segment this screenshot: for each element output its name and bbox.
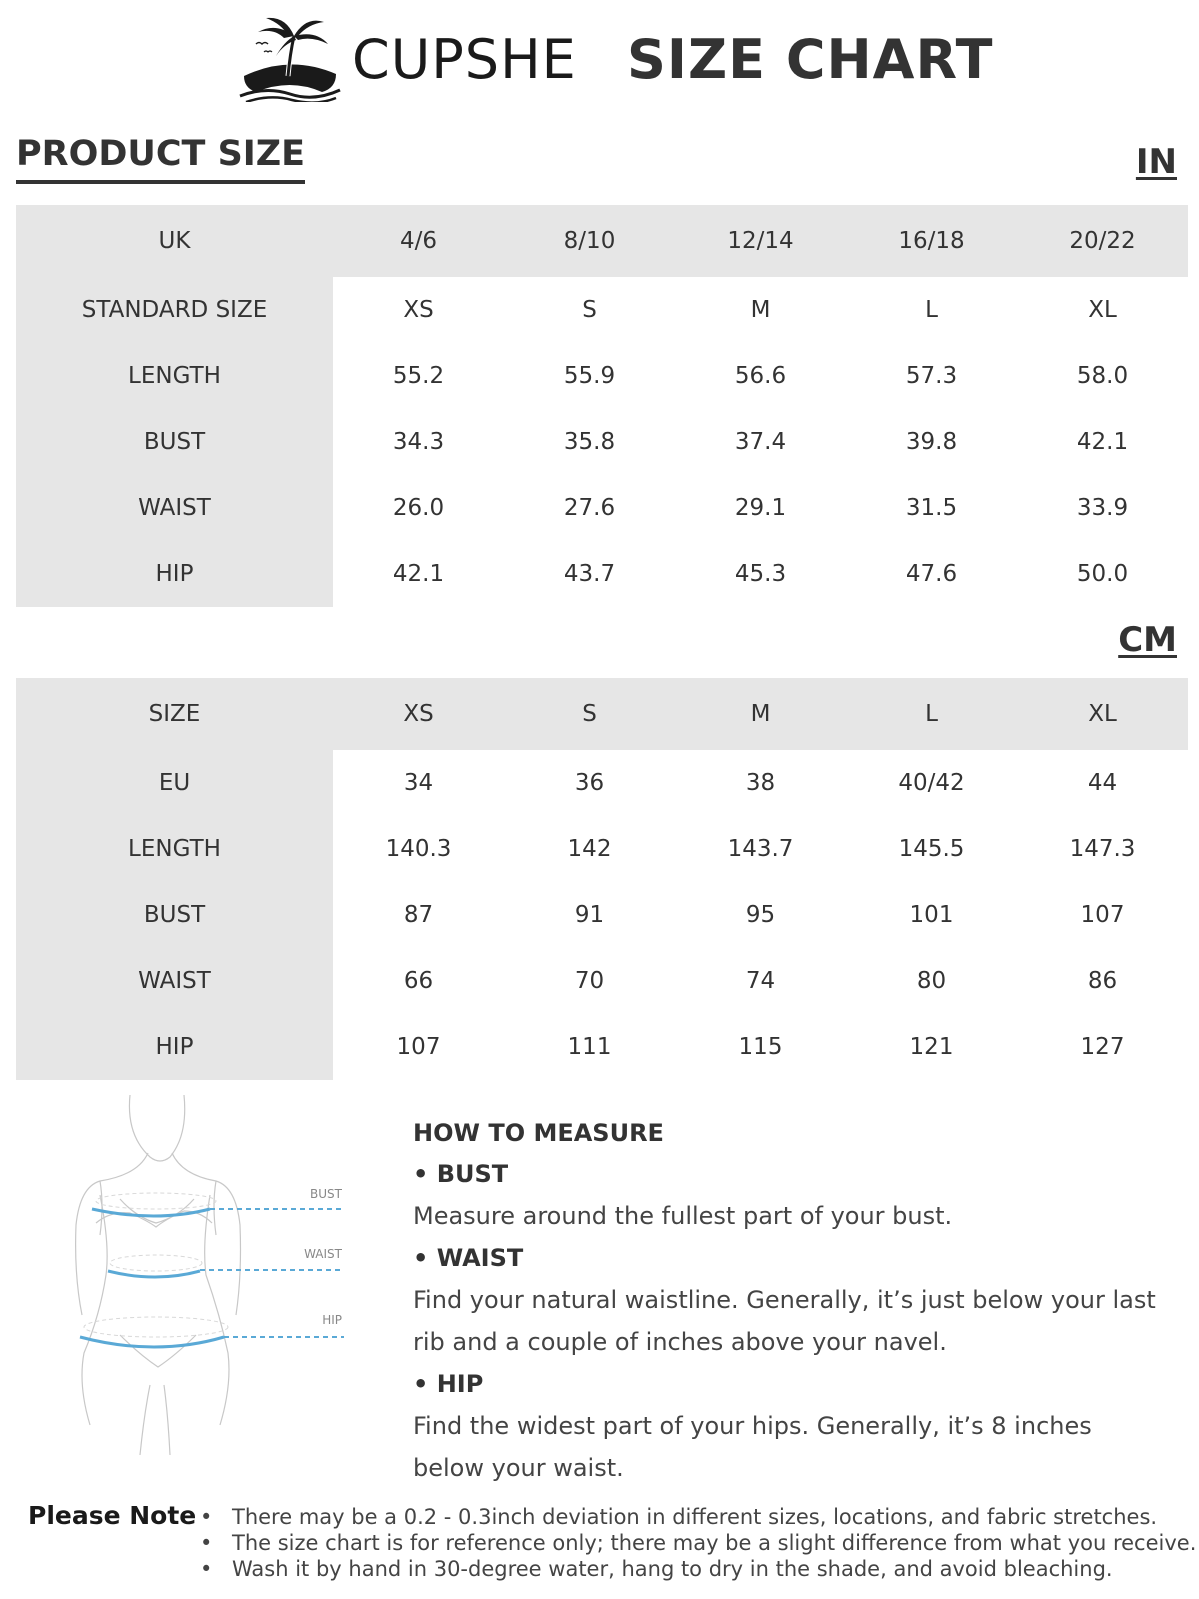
table-cell: L xyxy=(925,297,938,323)
table-cell: 37.4 xyxy=(734,429,787,455)
header-cell: M xyxy=(675,678,846,750)
page-title: SIZE CHART xyxy=(627,28,994,91)
table-row xyxy=(16,816,1188,882)
table-cell: 86 xyxy=(1087,968,1118,994)
note-list xyxy=(200,1504,1196,1582)
table-cell: M xyxy=(750,297,771,323)
table-cell: 34 xyxy=(403,770,434,796)
header-cell: 16/18 xyxy=(846,205,1017,277)
table-cell: 56.6 xyxy=(734,363,787,389)
table-cell: 47.6 xyxy=(905,561,958,587)
size-table-centimeters xyxy=(16,678,1188,1080)
list-item xyxy=(200,1504,1196,1530)
table-row xyxy=(16,277,1188,343)
row-label: HIP xyxy=(16,541,333,607)
table-cell: 101 xyxy=(909,902,954,928)
table-cell: 87 xyxy=(403,902,434,928)
table-row xyxy=(16,882,1188,948)
unit-centimeters-label: CM xyxy=(1118,620,1177,660)
how-to-measure-title: HOW TO MEASURE xyxy=(413,1119,664,1147)
table-cell: 42.1 xyxy=(1076,429,1129,455)
hip-label: HIP xyxy=(322,1313,342,1327)
header-cell: XS xyxy=(333,678,504,750)
measure-item-bust xyxy=(413,1153,1173,1195)
header xyxy=(0,0,1199,125)
measure-text: Measure around the fullest part of your bust. xyxy=(413,1202,953,1230)
measure-item-hip xyxy=(413,1363,1173,1405)
how-to-measure xyxy=(413,1113,1173,1489)
table-cell: 107 xyxy=(396,1034,441,1060)
row-label: BUST xyxy=(16,409,333,475)
row-label: WAIST xyxy=(16,948,333,1014)
table-row xyxy=(16,409,1188,475)
table-cell: 95 xyxy=(745,902,776,928)
hip-line xyxy=(80,1337,224,1347)
table-cell: XS xyxy=(403,297,434,323)
table-cell: 107 xyxy=(1080,902,1125,928)
table-header-row xyxy=(16,678,1188,750)
measure-item-name: HIP xyxy=(436,1370,484,1398)
table-cell: 55.2 xyxy=(392,363,445,389)
brand-name: CUPSHE xyxy=(352,28,577,91)
table-cell: 33.9 xyxy=(1076,495,1129,521)
table-row xyxy=(16,948,1188,1014)
table-cell: 80 xyxy=(916,968,947,994)
table-cell: 50.0 xyxy=(1076,561,1129,587)
table-cell: 45.3 xyxy=(734,561,787,587)
table-cell: 58.0 xyxy=(1076,363,1129,389)
header-cell: 8/10 xyxy=(504,205,675,277)
table-cell: 57.3 xyxy=(905,363,958,389)
table-cell: 143.7 xyxy=(727,836,794,862)
table-cell: 127 xyxy=(1080,1034,1125,1060)
palm-tree-logo-icon xyxy=(236,14,344,102)
table-cell: 34.3 xyxy=(392,429,445,455)
table-cell: 111 xyxy=(567,1034,612,1060)
header-cell: 12/14 xyxy=(675,205,846,277)
header-cell: UK xyxy=(16,205,333,277)
note-text: The size chart is for reference only; there may be a slight difference from what you receive. xyxy=(232,1531,1197,1555)
table-cell: XL xyxy=(1088,297,1117,323)
table-cell: 26.0 xyxy=(392,495,445,521)
table-cell: 142 xyxy=(567,836,612,862)
header-cell: 4/6 xyxy=(333,205,504,277)
measure-item-name: BUST xyxy=(436,1160,509,1188)
measure-lines xyxy=(80,1209,344,1347)
row-label: BUST xyxy=(16,882,333,948)
table-cell: 70 xyxy=(574,968,605,994)
list-item xyxy=(200,1530,1196,1556)
note-text: There may be a 0.2 - 0.3inch deviation in different sizes, locations, and fabric stretches. xyxy=(232,1505,1158,1529)
bullet: • xyxy=(200,1557,213,1581)
table-cell: 36 xyxy=(574,770,605,796)
table-cell: 42.1 xyxy=(392,561,445,587)
table-cell: 44 xyxy=(1087,770,1118,796)
table-cell: 121 xyxy=(909,1034,954,1060)
table-cell: 91 xyxy=(574,902,605,928)
header-cell: XL xyxy=(1017,678,1188,750)
table-cell: 29.1 xyxy=(734,495,787,521)
table-cell: 31.5 xyxy=(905,495,958,521)
table-cell: 115 xyxy=(738,1034,783,1060)
table-cell: 147.3 xyxy=(1069,836,1136,862)
measure-text: Find the widest part of your hips. Generally, it’s 8 inches xyxy=(413,1412,1092,1440)
table-header-row xyxy=(16,205,1188,277)
bullet: • xyxy=(413,1160,429,1188)
row-label: STANDARD SIZE xyxy=(16,277,333,343)
row-label: LENGTH xyxy=(16,816,333,882)
row-label: LENGTH xyxy=(16,343,333,409)
size-table-inches xyxy=(16,205,1188,607)
waist-label: WAIST xyxy=(304,1247,342,1261)
waist-line xyxy=(108,1271,200,1277)
body-measurement-figure xyxy=(60,1095,360,1465)
table-cell: 43.7 xyxy=(563,561,616,587)
table-row xyxy=(16,750,1188,816)
note-label: Please Note xyxy=(28,1501,197,1530)
table-cell: 145.5 xyxy=(898,836,965,862)
table-row xyxy=(16,541,1188,607)
header-cell: L xyxy=(846,678,1017,750)
list-item xyxy=(200,1556,1196,1582)
table-cell: S xyxy=(582,297,597,323)
measure-item-name: WAIST xyxy=(436,1244,524,1272)
header-cell: 20/22 xyxy=(1017,205,1188,277)
table-row xyxy=(16,343,1188,409)
header-cell: S xyxy=(504,678,675,750)
table-row xyxy=(16,1014,1188,1080)
bullet: • xyxy=(200,1505,213,1529)
table-cell: 27.6 xyxy=(563,495,616,521)
table-cell: 39.8 xyxy=(905,429,958,455)
measure-item-waist xyxy=(413,1237,1173,1279)
row-label: EU xyxy=(16,750,333,816)
note-text: Wash it by hand in 30-degree water, hang to dry in the shade, and avoid bleaching. xyxy=(232,1557,1113,1581)
measure-text: rib and a couple of inches above your navel. xyxy=(413,1328,947,1356)
table-row xyxy=(16,475,1188,541)
table-cell: 66 xyxy=(403,968,434,994)
unit-inches-label: IN xyxy=(1135,142,1177,182)
table-cell: 140.3 xyxy=(385,836,452,862)
section-title: PRODUCT SIZE xyxy=(16,132,305,184)
table-cell: 74 xyxy=(745,968,776,994)
table-cell: 35.8 xyxy=(563,429,616,455)
bullet: • xyxy=(413,1244,429,1272)
row-label: WAIST xyxy=(16,475,333,541)
measure-text: below your waist. xyxy=(413,1454,624,1482)
table-cell: 55.9 xyxy=(563,363,616,389)
bullet: • xyxy=(413,1370,429,1398)
measure-text: Find your natural waistline. Generally, it’s just below your last xyxy=(413,1286,1156,1314)
table-cell: 40/42 xyxy=(898,770,965,796)
header-cell: SIZE xyxy=(16,678,333,750)
row-label: HIP xyxy=(16,1014,333,1080)
table-cell: 38 xyxy=(745,770,776,796)
bullet: • xyxy=(200,1531,213,1555)
bust-label: BUST xyxy=(310,1187,342,1201)
